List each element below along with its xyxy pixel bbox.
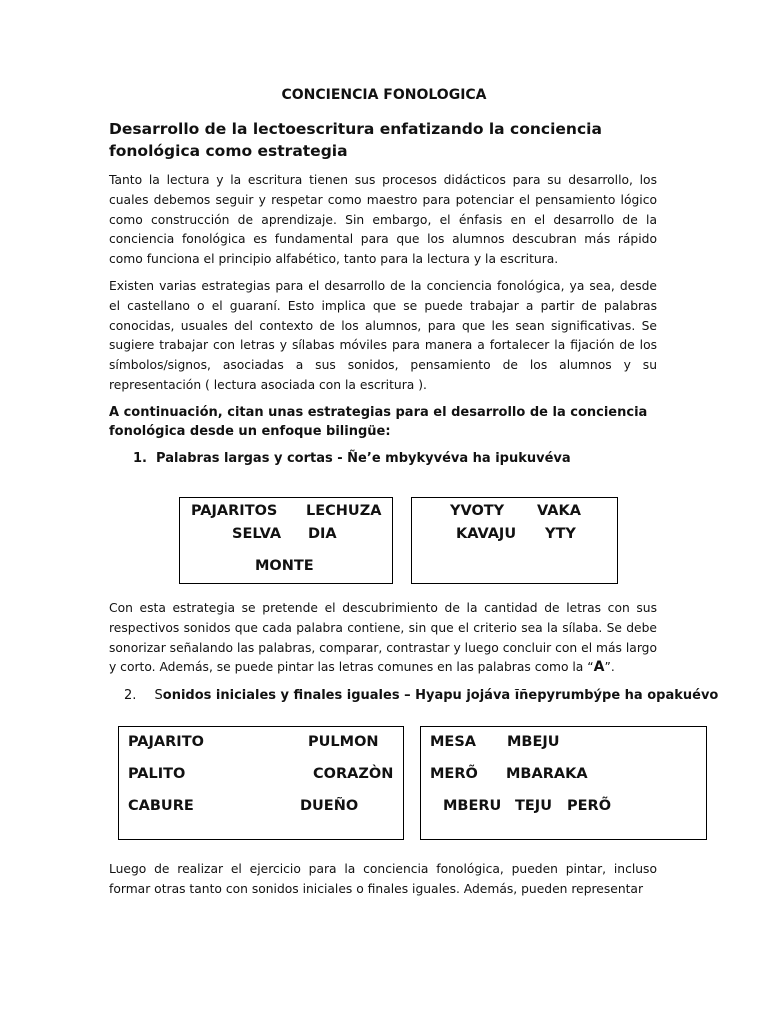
sounds-box-spanish — [118, 726, 404, 840]
list-item-text: onidos iniciales y finales iguales – Hyapu jojáva ĩñepyrumbýpe ha opakuévo — [162, 688, 719, 703]
paragraph-3 — [109, 599, 657, 678]
word: CORAZÒN — [313, 766, 394, 782]
list-number: 1. — [133, 451, 147, 466]
paragraph-end: ”. — [604, 660, 615, 675]
word: KAVAJU — [456, 526, 517, 542]
paragraph-4: Luego de realizar el ejercicio para la conciencia fonológica, pueden pintar, incluso formar otras tanto con sonidos iniciales o finales iguales. Además, pueden representar — [109, 862, 657, 896]
word-box-spanish — [179, 497, 393, 584]
word: PALITO — [128, 766, 186, 782]
word: MBERU — [443, 798, 502, 814]
sounds-box-guarani — [420, 726, 707, 840]
word: LECHUZA — [306, 503, 382, 519]
word: PAJARITOS — [191, 503, 278, 519]
word: MBEJU — [507, 734, 560, 750]
word: MBARAKA — [506, 766, 588, 782]
word: MONTE — [255, 558, 314, 574]
paragraph-1: Tanto la lectura y la escritura tienen sus procesos didácticos para su desarrollo, los cuales debemos seguir y respetar como maestro para potenciar el pensamiento lógico como construcción de aprendizaje. Sin embargo, el énfasis en el desarrollo de la conciencia fonológica es fundamental para que los alumnos descubran más rápido como funciona el principio alfabético, tanto para la lectura y la escritura. — [109, 173, 657, 267]
list-item-text: Palabras largas y cortas - Ñe’e mbykyvéva ha ipukuvéva — [156, 451, 571, 466]
word: DIA — [308, 526, 337, 542]
page-title: CONCIENCIA FONOLOGICA — [281, 87, 487, 103]
word-box-guarani — [411, 497, 618, 584]
list-number: 2. — [124, 688, 137, 703]
word: YVOTY — [450, 503, 505, 519]
section-heading: Desarrollo de la lectoescritura enfatizando la conciencia fonológica como estrategia — [109, 120, 602, 160]
word: PAJARITO — [128, 734, 204, 750]
word: TEJU — [515, 798, 552, 814]
word: DUEÑO — [300, 798, 359, 814]
highlight-letter: A — [593, 659, 605, 676]
paragraph-2: Existen varias estrategias para el desarrollo de la conciencia fonológica, ya sea, desde el castellano o el guaraní. Esto implica que se puede trabajar a partir de palabras conocidas, usuales del contexto de los alumnos, para que les sean significativas. Se sugiere trabajar con letras y sílabas móviles para manera a fortalecer la fijación de los símbolos/signos, asociadas a sus sonidos, pensamiento de los alumnos y su representación ( lectura asociada con la escritura ). — [109, 279, 657, 392]
list-first-letter: S — [154, 688, 163, 703]
word: PULMON — [308, 734, 379, 750]
word: YTY — [545, 526, 576, 542]
word: SELVA — [232, 526, 282, 542]
strategies-intro: A continuación, citan unas estrategias para el desarrollo de la conciencia fonológica desde un enfoque bilingüe: — [109, 405, 648, 439]
word: MESA — [430, 734, 476, 750]
word: MERÕ — [430, 766, 478, 782]
list-item-1 — [133, 451, 571, 466]
word: VAKA — [537, 503, 581, 519]
word: PERÕ — [567, 798, 612, 814]
word: CABURE — [128, 798, 194, 814]
list-item-2 — [124, 688, 718, 703]
paragraph-text: Con esta estrategia se pretende el descubrimiento de la cantidad de letras con sus respectivos sonidos que cada palabra contiene, sin que el criterio sea la sílaba. Se debe sonorizar señalando las palabras, comparar, contrastar y luego concluir con el más largo y corto. Además, se puede pintar las letras comunes en las palabras como la “ — [109, 601, 657, 675]
